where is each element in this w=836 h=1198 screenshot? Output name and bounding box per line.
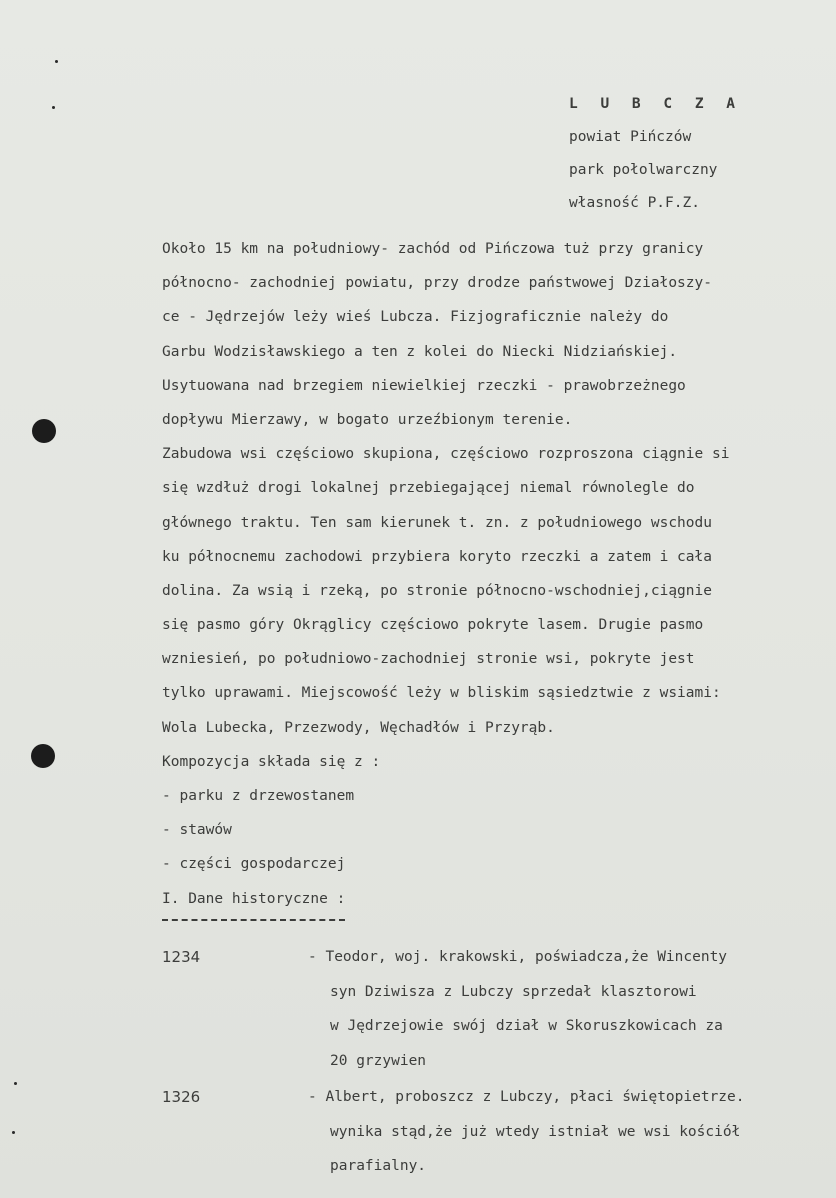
text-line: głównego traktu. Ten sam kierunek t. zn. z południowego wschodu [162,514,712,531]
description-text [162,232,836,916]
entry-year: 1234 [162,948,201,966]
entry-description [308,940,836,1078]
park-type: park połolwarczny [569,162,718,178]
history-entry [162,1080,836,1184]
punch-hole [31,744,55,768]
section-heading: I. Dane historyczne : [162,882,345,921]
list-item: - części gospodarczej [162,856,346,873]
list-item: - parku z drzewostanem [162,788,355,804]
paper-speck [55,60,58,63]
text-line: Kompozycja składa się z : [162,753,381,770]
ownership: własność P.F.Z. [569,195,700,211]
place-name: L U B C Z A [569,96,743,112]
entry-line: syn Dziwisza z Lubczy sprzedał klasztorowi [330,983,697,1000]
history-entry [162,940,836,1078]
text-line: tylko uprawami. Miejscowość leży w bliskim sąsiedztwie z wsiami: [162,685,721,702]
text-line: Garbu Wodzisławskiego a ten z kolei do Niecki Nidziańskiej. [162,343,678,360]
entry-line: - Albert, proboszcz z Lubczy, płaci świętopietrze. [308,1089,745,1105]
entry-line: - Teodor, woj. krakowski, poświadcza,że Wincenty [308,949,728,965]
text-line: ku północnemu zachodowi przybiera koryto rzeczki a zatem i cała [162,548,712,565]
text-line: dopływu Mierzawy, w bogato urzeźbionym terenie. [162,411,573,428]
entry-year: 1326 [162,1088,201,1106]
entry-line: 20 grzywien [330,1052,427,1069]
punch-hole [32,419,56,443]
section-heading-line [162,882,836,916]
text-line: Zabudowa wsi częściowo skupiona, częściowo rozproszona ciągnie si [162,446,730,463]
entry-line: w Jędrzejowie swój dział w Skoruszkowicach za [330,1018,723,1034]
text-line: północno- zachodniej powiatu, przy drodze państwowej Działoszy- [162,275,712,292]
text-line: Usytuowana nad brzegiem niewielkiej rzeczki - prawobrzeżnego [162,377,686,394]
text-line: się pasmo góry Okrąglicy częściowo pokryte lasem. Drugie pasmo [162,617,704,634]
entry-line: parafialny. [330,1158,427,1174]
paper-speck [14,1082,17,1085]
text-line: Około 15 km na południowy- zachód od Pińczowa tuż przy granicy [162,241,704,257]
text-line: się wzdłuż drogi lokalnej przebiegającej niemal równolegle do [162,480,695,497]
text-line: ce - Jędrzejów leży wieś Lubcza. Fizjograficznie należy do [162,309,669,326]
entry-description [308,1080,836,1184]
district: powiat Pińczów [569,129,692,145]
text-line: dolina. Za wsią i rzeką, po stronie północno-wschodniej,ciągnie [162,582,712,599]
paper-speck [52,106,55,109]
paper-speck [12,1131,15,1134]
entry-line: wynika stąd,że już wtedy istniał we wsi kościół [330,1123,741,1140]
text-line: wzniesień, po południowo-zachodniej stronie wsi, pokryte jest [162,651,695,668]
text-line: Wola Lubecka, Przezwody, Węchadłów i Przyrąb. [162,719,555,736]
document-header [569,88,742,220]
list-item: - stawów [162,822,232,839]
historical-entries [162,940,836,1184]
